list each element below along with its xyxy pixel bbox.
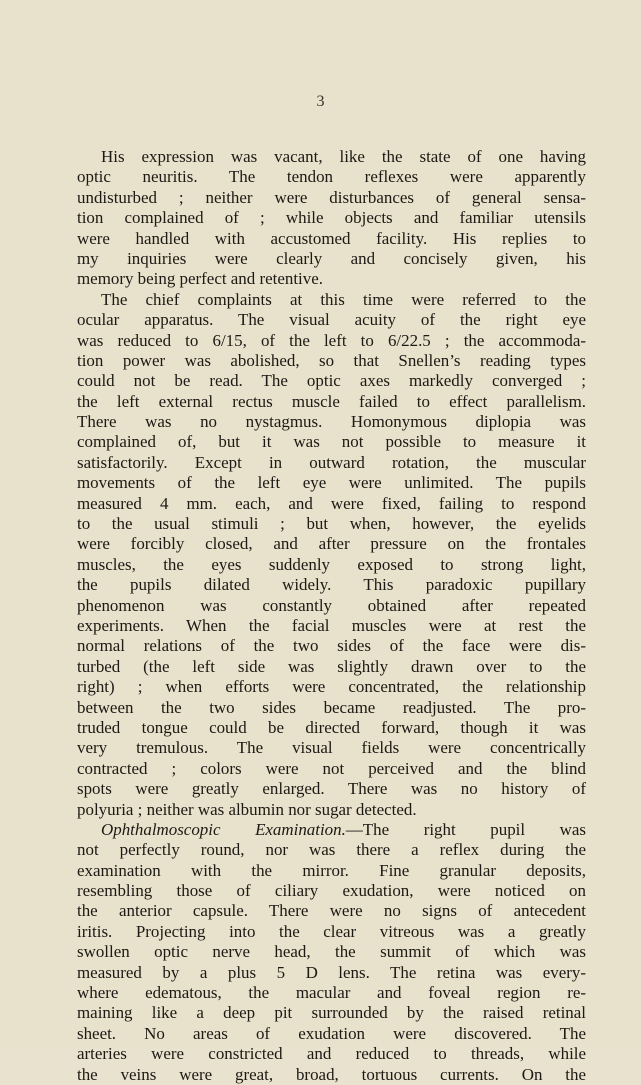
text-line: examination with the mirror. Fine granular deposits, [77,860,586,880]
text-line: phenomenon was constantly obtained after repeated [77,595,586,615]
text-line: between the two sides became readjusted. The pro- [77,697,586,717]
text-line: the left external rectus muscle failed to effect parallelism. [77,391,586,411]
text-line: swollen optic nerve head, the summit of which was [77,942,586,962]
text-line: to the usual stimuli ; but when, however, the eyelids [77,514,586,534]
text-line: very tremulous. The visual fields were concentrically [77,738,586,758]
text-line: satisfactorily. Except in outward rotation, the muscular [77,452,586,472]
text-line: truded tongue could be directed forward, though it was [77,717,586,737]
text-line [77,820,586,840]
text-line: could not be read. The optic axes markedly converged ; [77,371,586,391]
paragraph-1 [77,147,586,290]
paragraph-3 [77,820,586,1085]
text-line: tion power was abolished, so that Snellen’s reading types [77,350,586,370]
text-line: resembling those of ciliary exudation, were noticed on [77,881,586,901]
text-line: tion complained of ; while objects and familiar utensils [77,208,586,228]
text-line: His expression was vacant, like the state of one having [101,147,586,166]
text-line: complained of, but it was not possible to measure it [77,432,586,452]
text-line: the pupils dilated widely. This paradoxic pupillary [77,575,586,595]
text-line: turbed (the left side was slightly drawn over to the [77,656,586,676]
text-line: optic neuritis. The tendon reflexes were apparently [77,167,586,187]
text-line: not perfectly round, nor was there a reflex during the [77,840,586,860]
paragraph-2 [77,290,586,820]
section-heading: Ophthalmoscopic Examination. [101,819,346,839]
text-line: the anterior capsule. There were no signs of antecedent [77,901,586,921]
text-line: were handled with accustomed facility. His replies to [77,228,586,248]
text-line: the veins were great, broad, tortuous currents. On the [77,1064,586,1084]
text-line: arteries were constricted and reduced to threads, while [77,1044,586,1064]
text-line: where edematous, the macular and foveal region re- [77,983,586,1003]
text-line: measured 4 mm. each, and were fixed, failing to respond [77,493,586,513]
text-line: muscles, the eyes suddenly exposed to strong light, [77,554,586,574]
text-line: spots were greatly enlarged. There was no history of [77,779,586,799]
text-line: was reduced to 6/15, of the left to 6/22.5 ; the accommoda- [77,330,586,350]
text-line: measured by a plus 5 D lens. The retina was every- [77,962,586,982]
text-line: polyuria ; neither was albumin nor sugar detected. [77,799,417,819]
text-line: experiments. When the facial muscles were at rest the [77,615,586,635]
heading-continuation: —The right pupil was [345,819,587,839]
text-line: my inquiries were clearly and concisely given, his [77,248,586,268]
text-line: contracted ; colors were not perceived and the blind [77,758,586,778]
page-number: 3 [316,93,325,110]
text-line: iritis. Projecting into the clear vitreous was a greatly [77,921,586,941]
text-line: maining like a deep pit surrounded by the raised retinal [77,1003,586,1023]
text-line: were forcibly closed, and after pressure on the frontales [77,534,586,554]
body-text [77,147,586,1085]
text-line: right) ; when efforts were concentrated, the relationship [77,677,586,697]
text-line: The chief complaints at this time were referred to the [101,289,586,309]
text-line: There was no nystagmus. Homonymous diplopia was [77,412,586,432]
text-line: normal relations of the two sides of the face were dis- [77,636,586,656]
text-line: ocular apparatus. The visual acuity of the right eye [77,310,586,330]
text-line: memory being perfect and retentive. [77,269,323,289]
text-line: undisturbed ; neither were disturbances of general sensa- [77,187,586,207]
text-line: sheet. No areas of exudation were discovered. The [77,1023,586,1043]
text-line: movements of the left eye were unlimited. The pupils [77,473,586,493]
